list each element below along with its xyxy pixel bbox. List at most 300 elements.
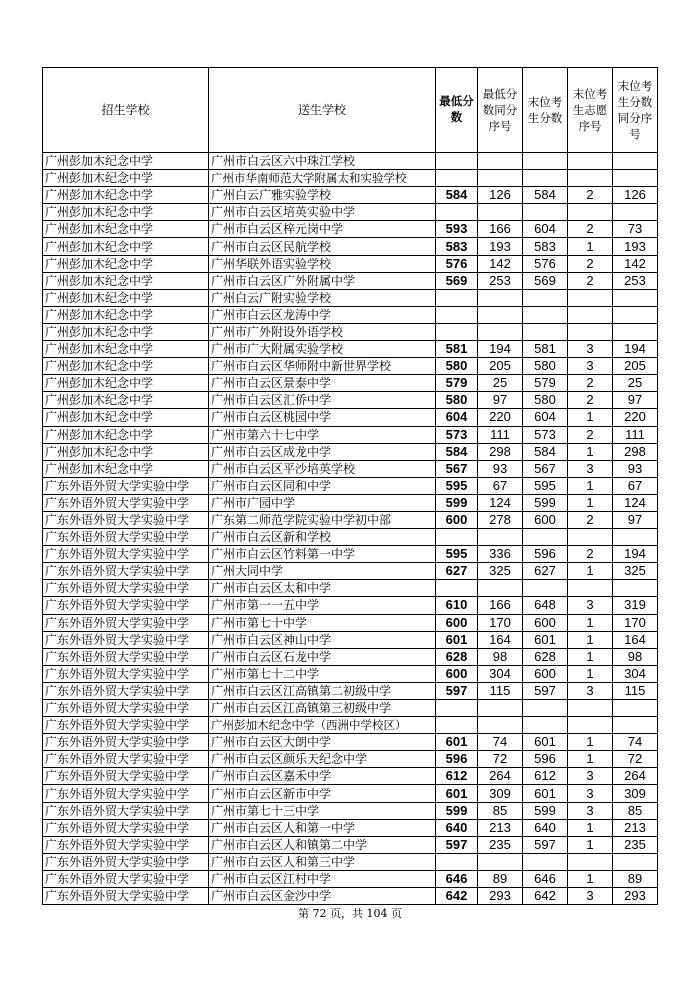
cell-last-score: 581	[523, 341, 568, 358]
cell-last-choice-order: 1	[568, 819, 613, 836]
cell-min-score: 583	[436, 238, 478, 255]
cell-last-choice-order: 1	[568, 870, 613, 887]
cell-min-score	[436, 204, 478, 221]
cell-min-score-rank: 264	[478, 768, 523, 785]
cell-sending-school: 广州市白云区大朗中学	[209, 734, 436, 751]
table-row	[43, 597, 658, 614]
cell-min-score-rank: 67	[478, 477, 523, 494]
cell-last-score-rank: 89	[613, 870, 658, 887]
cell-last-choice-order: 1	[568, 665, 613, 682]
table-row	[43, 631, 658, 648]
header-enrolling-school: 招生学校	[43, 68, 209, 153]
cell-last-score	[523, 700, 568, 717]
cell-min-score: 601	[436, 631, 478, 648]
table-row	[43, 648, 658, 665]
cell-last-choice-order	[568, 717, 613, 734]
cell-min-score-rank: 325	[478, 563, 523, 580]
cell-last-score: 576	[523, 255, 568, 272]
table-row	[43, 853, 658, 870]
table-row	[43, 563, 658, 580]
cell-last-score-rank: 126	[613, 187, 658, 204]
cell-enrolling-school: 广东外语外贸大学实验中学	[43, 614, 209, 631]
cell-enrolling-school: 广东外语外贸大学实验中学	[43, 888, 209, 905]
cell-last-score: 599	[523, 494, 568, 511]
table-row	[43, 888, 658, 905]
cell-min-score: 580	[436, 392, 478, 409]
cell-last-score: 601	[523, 734, 568, 751]
cell-last-score: 640	[523, 819, 568, 836]
cell-enrolling-school: 广州彭加木纪念中学	[43, 375, 209, 392]
table-row	[43, 546, 658, 563]
cell-enrolling-school: 广东外语外贸大学实验中学	[43, 511, 209, 528]
cell-last-choice-order: 3	[568, 785, 613, 802]
cell-sending-school: 广州市白云区民航学校	[209, 238, 436, 255]
cell-last-score-rank: 74	[613, 734, 658, 751]
cell-min-score	[436, 853, 478, 870]
table-row	[43, 700, 658, 717]
cell-min-score-rank: 115	[478, 682, 523, 699]
cell-sending-school: 广州市白云区同和中学	[209, 477, 436, 494]
cell-last-score: 579	[523, 375, 568, 392]
cell-sending-school: 广州市白云区梓元岗中学	[209, 221, 436, 238]
cell-last-score: 646	[523, 870, 568, 887]
cell-min-score-rank: 164	[478, 631, 523, 648]
cell-last-choice-order	[568, 529, 613, 546]
table-row	[43, 306, 658, 323]
cell-last-score-rank	[613, 700, 658, 717]
cell-sending-school: 广州市白云区培英实验中学	[209, 204, 436, 221]
table-row	[43, 614, 658, 631]
cell-sending-school: 广州市白云区新市中学	[209, 785, 436, 802]
cell-enrolling-school: 广东外语外贸大学实验中学	[43, 477, 209, 494]
table-row	[43, 323, 658, 340]
cell-last-score	[523, 289, 568, 306]
cell-enrolling-school: 广东外语外贸大学实验中学	[43, 682, 209, 699]
table-row	[43, 221, 658, 238]
cell-sending-school: 广州市第一一五中学	[209, 597, 436, 614]
cell-last-score-rank: 319	[613, 597, 658, 614]
cell-last-score-rank: 164	[613, 631, 658, 648]
cell-last-choice-order: 2	[568, 255, 613, 272]
cell-min-score-rank: 74	[478, 734, 523, 751]
cell-min-score-rank: 193	[478, 238, 523, 255]
cell-last-score-rank: 73	[613, 221, 658, 238]
cell-min-score-rank: 111	[478, 426, 523, 443]
table-row	[43, 409, 658, 426]
cell-sending-school: 广州市第六十七中学	[209, 426, 436, 443]
cell-min-score-rank: 85	[478, 802, 523, 819]
cell-sending-school: 广州市白云区人和镇第二中学	[209, 836, 436, 853]
cell-last-score	[523, 306, 568, 323]
cell-min-score-rank: 235	[478, 836, 523, 853]
cell-last-score-rank: 115	[613, 682, 658, 699]
table-row	[43, 494, 658, 511]
cell-last-score-rank	[613, 204, 658, 221]
cell-last-choice-order: 1	[568, 494, 613, 511]
cell-min-score: 601	[436, 785, 478, 802]
table-row	[43, 443, 658, 460]
cell-enrolling-school: 广州彭加木纪念中学	[43, 443, 209, 460]
table-row	[43, 870, 658, 887]
cell-min-score-rank: 124	[478, 494, 523, 511]
cell-sending-school: 广州白云广雅实验学校	[209, 187, 436, 204]
cell-min-score: 579	[436, 375, 478, 392]
cell-last-choice-order: 1	[568, 614, 613, 631]
cell-last-score: 599	[523, 802, 568, 819]
cell-last-score	[523, 153, 568, 170]
cell-last-choice-order: 1	[568, 734, 613, 751]
cell-min-score: 599	[436, 494, 478, 511]
cell-last-choice-order: 3	[568, 358, 613, 375]
cell-last-score	[523, 717, 568, 734]
cell-last-score: 600	[523, 511, 568, 528]
cell-enrolling-school: 广州彭加木纪念中学	[43, 170, 209, 187]
cell-min-score: 601	[436, 734, 478, 751]
cell-min-score-rank	[478, 700, 523, 717]
cell-min-score: 604	[436, 409, 478, 426]
cell-last-choice-order: 3	[568, 460, 613, 477]
cell-last-score: 612	[523, 768, 568, 785]
cell-enrolling-school: 广州彭加木纪念中学	[43, 153, 209, 170]
cell-sending-school: 广州市白云区景泰中学	[209, 375, 436, 392]
cell-sending-school: 广州市白云区江高镇第二初级中学	[209, 682, 436, 699]
table-row	[43, 734, 658, 751]
cell-min-score-rank: 278	[478, 511, 523, 528]
cell-last-score: 595	[523, 477, 568, 494]
page-footer: 第 72 页，共 104 页	[298, 907, 402, 920]
cell-min-score-rank: 166	[478, 221, 523, 238]
cell-min-score-rank	[478, 529, 523, 546]
cell-min-score: 584	[436, 187, 478, 204]
cell-last-score	[523, 323, 568, 340]
cell-last-score	[523, 529, 568, 546]
cell-min-score: 595	[436, 546, 478, 563]
cell-sending-school: 广州市白云区嘉禾中学	[209, 768, 436, 785]
cell-last-choice-order	[568, 853, 613, 870]
table-row	[43, 460, 658, 477]
table-row	[43, 785, 658, 802]
cell-last-choice-order: 1	[568, 238, 613, 255]
cell-min-score: 581	[436, 341, 478, 358]
cell-enrolling-school: 广东外语外贸大学实验中学	[43, 546, 209, 563]
cell-min-score-rank	[478, 289, 523, 306]
cell-last-score-rank	[613, 170, 658, 187]
cell-last-score: 580	[523, 358, 568, 375]
cell-last-score-rank: 325	[613, 563, 658, 580]
cell-last-score-rank: 253	[613, 272, 658, 289]
cell-min-score	[436, 170, 478, 187]
cell-min-score: 600	[436, 614, 478, 631]
table-row	[43, 170, 658, 187]
cell-enrolling-school: 广州彭加木纪念中学	[43, 204, 209, 221]
cell-last-choice-order: 2	[568, 392, 613, 409]
cell-sending-school: 广州白云广附实验学校	[209, 289, 436, 306]
cell-min-score-rank	[478, 204, 523, 221]
cell-last-score: 600	[523, 614, 568, 631]
cell-min-score: 596	[436, 751, 478, 768]
cell-min-score-rank: 298	[478, 443, 523, 460]
header-last-score-rank: 末位考生分数同分序号	[613, 68, 658, 153]
cell-enrolling-school: 广州彭加木纪念中学	[43, 341, 209, 358]
cell-min-score-rank: 220	[478, 409, 523, 426]
cell-last-score: 642	[523, 888, 568, 905]
cell-last-score-rank: 220	[613, 409, 658, 426]
table-row	[43, 682, 658, 699]
cell-min-score-rank: 166	[478, 597, 523, 614]
cell-enrolling-school: 广东外语外贸大学实验中学	[43, 870, 209, 887]
cell-enrolling-school: 广州彭加木纪念中学	[43, 323, 209, 340]
cell-sending-school: 广州市白云区石龙中学	[209, 648, 436, 665]
cell-last-score-rank: 97	[613, 392, 658, 409]
cell-sending-school: 广州市白云区广外附属中学	[209, 272, 436, 289]
cell-last-choice-order: 3	[568, 341, 613, 358]
table-row	[43, 717, 658, 734]
cell-sending-school: 广州市白云区成龙中学	[209, 443, 436, 460]
cell-last-score-rank: 205	[613, 358, 658, 375]
cell-enrolling-school: 广东外语外贸大学实验中学	[43, 717, 209, 734]
cell-sending-school: 广东第二师范学院实验中学初中部	[209, 511, 436, 528]
cell-last-score-rank: 67	[613, 477, 658, 494]
cell-last-choice-order	[568, 204, 613, 221]
table-row	[43, 341, 658, 358]
cell-min-score-rank: 97	[478, 392, 523, 409]
cell-enrolling-school: 广州彭加木纪念中学	[43, 306, 209, 323]
cell-last-score: 596	[523, 546, 568, 563]
cell-min-score: 612	[436, 768, 478, 785]
cell-sending-school: 广州市白云区人和第一中学	[209, 819, 436, 836]
cell-min-score: 628	[436, 648, 478, 665]
cell-min-score-rank	[478, 306, 523, 323]
cell-min-score	[436, 306, 478, 323]
cell-last-choice-order: 1	[568, 836, 613, 853]
table-row	[43, 204, 658, 221]
cell-enrolling-school: 广东外语外贸大学实验中学	[43, 529, 209, 546]
cell-last-score-rank: 213	[613, 819, 658, 836]
cell-min-score-rank: 72	[478, 751, 523, 768]
cell-enrolling-school: 广东外语外贸大学实验中学	[43, 768, 209, 785]
table-row	[43, 768, 658, 785]
cell-enrolling-school: 广东外语外贸大学实验中学	[43, 836, 209, 853]
cell-min-score-rank: 213	[478, 819, 523, 836]
cell-last-choice-order: 1	[568, 648, 613, 665]
cell-sending-school: 广州市第七十二中学	[209, 665, 436, 682]
cell-min-score: 580	[436, 358, 478, 375]
cell-enrolling-school: 广东外语外贸大学实验中学	[43, 785, 209, 802]
cell-last-choice-order	[568, 153, 613, 170]
cell-sending-school: 广州市白云区金沙中学	[209, 888, 436, 905]
cell-enrolling-school: 广州彭加木纪念中学	[43, 289, 209, 306]
cell-min-score-rank: 170	[478, 614, 523, 631]
cell-last-choice-order	[568, 323, 613, 340]
header-min-score-rank: 最低分数同分序号	[478, 68, 523, 153]
cell-min-score-rank	[478, 717, 523, 734]
cell-last-choice-order: 3	[568, 597, 613, 614]
cell-min-score-rank: 309	[478, 785, 523, 802]
cell-last-score: 628	[523, 648, 568, 665]
cell-min-score-rank	[478, 853, 523, 870]
cell-min-score	[436, 717, 478, 734]
cell-last-score: 567	[523, 460, 568, 477]
cell-last-score: 584	[523, 443, 568, 460]
cell-last-score-rank: 194	[613, 546, 658, 563]
header-last-choice-order: 末位考生志愿序号	[568, 68, 613, 153]
cell-enrolling-school: 广州彭加木纪念中学	[43, 187, 209, 204]
cell-sending-school: 广州市白云区太和中学	[209, 580, 436, 597]
cell-min-score-rank: 205	[478, 358, 523, 375]
cell-last-score-rank	[613, 717, 658, 734]
cell-sending-school: 广州市第七十三中学	[209, 802, 436, 819]
cell-last-score-rank: 193	[613, 238, 658, 255]
cell-min-score: 584	[436, 443, 478, 460]
cell-min-score: 593	[436, 221, 478, 238]
table-row	[43, 751, 658, 768]
cell-last-score-rank: 97	[613, 511, 658, 528]
cell-last-score: 573	[523, 426, 568, 443]
table-row	[43, 358, 658, 375]
cell-enrolling-school: 广东外语外贸大学实验中学	[43, 751, 209, 768]
cell-sending-school: 广州市白云区华师附中新世界学校	[209, 358, 436, 375]
cell-last-score-rank	[613, 580, 658, 597]
cell-sending-school: 广州市白云区龙涛中学	[209, 306, 436, 323]
cell-min-score: 597	[436, 682, 478, 699]
table-row	[43, 802, 658, 819]
cell-last-score-rank: 142	[613, 255, 658, 272]
cell-enrolling-school: 广东外语外贸大学实验中学	[43, 734, 209, 751]
cell-enrolling-school: 广东外语外贸大学实验中学	[43, 580, 209, 597]
cell-last-score-rank: 85	[613, 802, 658, 819]
cell-last-score-rank	[613, 289, 658, 306]
cell-enrolling-school: 广州彭加木纪念中学	[43, 238, 209, 255]
cell-sending-school: 广州市白云区竹料第一中学	[209, 546, 436, 563]
cell-min-score: 646	[436, 870, 478, 887]
cell-last-score-rank: 304	[613, 665, 658, 682]
cell-last-score-rank: 170	[613, 614, 658, 631]
cell-last-score: 584	[523, 187, 568, 204]
cell-last-score: 648	[523, 597, 568, 614]
cell-min-score: 595	[436, 477, 478, 494]
cell-enrolling-school: 广州彭加木纪念中学	[43, 409, 209, 426]
cell-last-score-rank: 124	[613, 494, 658, 511]
cell-last-choice-order: 3	[568, 802, 613, 819]
cell-last-choice-order	[568, 306, 613, 323]
cell-sending-school: 广州市广大附属实验学校	[209, 341, 436, 358]
cell-enrolling-school: 广东外语外贸大学实验中学	[43, 700, 209, 717]
cell-last-score: 569	[523, 272, 568, 289]
header-row	[43, 68, 658, 153]
cell-last-choice-order	[568, 170, 613, 187]
table-row	[43, 272, 658, 289]
cell-enrolling-school: 广东外语外贸大学实验中学	[43, 819, 209, 836]
cell-last-score	[523, 580, 568, 597]
cell-min-score-rank: 93	[478, 460, 523, 477]
table-row	[43, 511, 658, 528]
cell-min-score-rank	[478, 153, 523, 170]
table-row	[43, 836, 658, 853]
cell-min-score-rank: 336	[478, 546, 523, 563]
cell-enrolling-school: 广东外语外贸大学实验中学	[43, 648, 209, 665]
cell-enrolling-school: 广州彭加木纪念中学	[43, 426, 209, 443]
cell-last-choice-order: 2	[568, 187, 613, 204]
cell-enrolling-school: 广州彭加木纪念中学	[43, 358, 209, 375]
cell-sending-school: 广州华联外语实验学校	[209, 255, 436, 272]
cell-min-score: 642	[436, 888, 478, 905]
cell-last-choice-order: 1	[568, 409, 613, 426]
cell-last-choice-order: 3	[568, 888, 613, 905]
cell-sending-school: 广州市白云区平沙培英学校	[209, 460, 436, 477]
cell-last-score: 597	[523, 836, 568, 853]
cell-last-score: 601	[523, 631, 568, 648]
cell-last-choice-order: 1	[568, 443, 613, 460]
table-row	[43, 426, 658, 443]
cell-min-score: 600	[436, 511, 478, 528]
cell-last-score-rank: 98	[613, 648, 658, 665]
table-row	[43, 529, 658, 546]
cell-last-choice-order	[568, 289, 613, 306]
cell-last-score-rank: 25	[613, 375, 658, 392]
cell-min-score-rank: 98	[478, 648, 523, 665]
cell-last-score: 601	[523, 785, 568, 802]
admission-table	[42, 67, 658, 905]
cell-sending-school: 广州市华南师范大学附属太和实验学校	[209, 170, 436, 187]
table-row	[43, 153, 658, 170]
cell-last-score: 597	[523, 682, 568, 699]
cell-last-choice-order: 2	[568, 375, 613, 392]
cell-last-score-rank	[613, 306, 658, 323]
cell-last-score-rank	[613, 153, 658, 170]
cell-sending-school: 广州市白云区汇侨中学	[209, 392, 436, 409]
cell-last-score-rank: 72	[613, 751, 658, 768]
cell-min-score-rank: 126	[478, 187, 523, 204]
cell-min-score-rank: 293	[478, 888, 523, 905]
cell-min-score-rank: 142	[478, 255, 523, 272]
cell-enrolling-school: 广东外语外贸大学实验中学	[43, 802, 209, 819]
cell-last-score	[523, 170, 568, 187]
cell-sending-school: 广州市白云区颜乐天纪念中学	[209, 751, 436, 768]
cell-last-score-rank: 111	[613, 426, 658, 443]
cell-last-score-rank: 93	[613, 460, 658, 477]
cell-sending-school: 广州市白云区神山中学	[209, 631, 436, 648]
table-row	[43, 255, 658, 272]
cell-last-score: 604	[523, 409, 568, 426]
table-row	[43, 580, 658, 597]
cell-min-score	[436, 289, 478, 306]
cell-last-choice-order: 3	[568, 768, 613, 785]
cell-min-score	[436, 700, 478, 717]
cell-min-score	[436, 580, 478, 597]
cell-enrolling-school: 广东外语外贸大学实验中学	[43, 597, 209, 614]
table-row	[43, 375, 658, 392]
cell-enrolling-school: 广州彭加木纪念中学	[43, 460, 209, 477]
cell-sending-school: 广州市白云区六中珠江学校	[209, 153, 436, 170]
cell-sending-school: 广州市白云区江高镇第三初级中学	[209, 700, 436, 717]
cell-enrolling-school: 广东外语外贸大学实验中学	[43, 665, 209, 682]
cell-enrolling-school: 广东外语外贸大学实验中学	[43, 853, 209, 870]
cell-last-score-rank	[613, 853, 658, 870]
cell-min-score: 600	[436, 665, 478, 682]
cell-min-score-rank	[478, 323, 523, 340]
cell-sending-school: 广州市白云区新和学校	[209, 529, 436, 546]
cell-enrolling-school: 广东外语外贸大学实验中学	[43, 494, 209, 511]
cell-min-score: 599	[436, 802, 478, 819]
cell-sending-school: 广州市广园中学	[209, 494, 436, 511]
cell-last-choice-order: 1	[568, 751, 613, 768]
cell-sending-school: 广州市白云区桃园中学	[209, 409, 436, 426]
cell-last-choice-order: 2	[568, 272, 613, 289]
cell-min-score: 573	[436, 426, 478, 443]
cell-enrolling-school: 广东外语外贸大学实验中学	[43, 631, 209, 648]
cell-enrolling-school: 广州彭加木纪念中学	[43, 272, 209, 289]
cell-last-score	[523, 853, 568, 870]
